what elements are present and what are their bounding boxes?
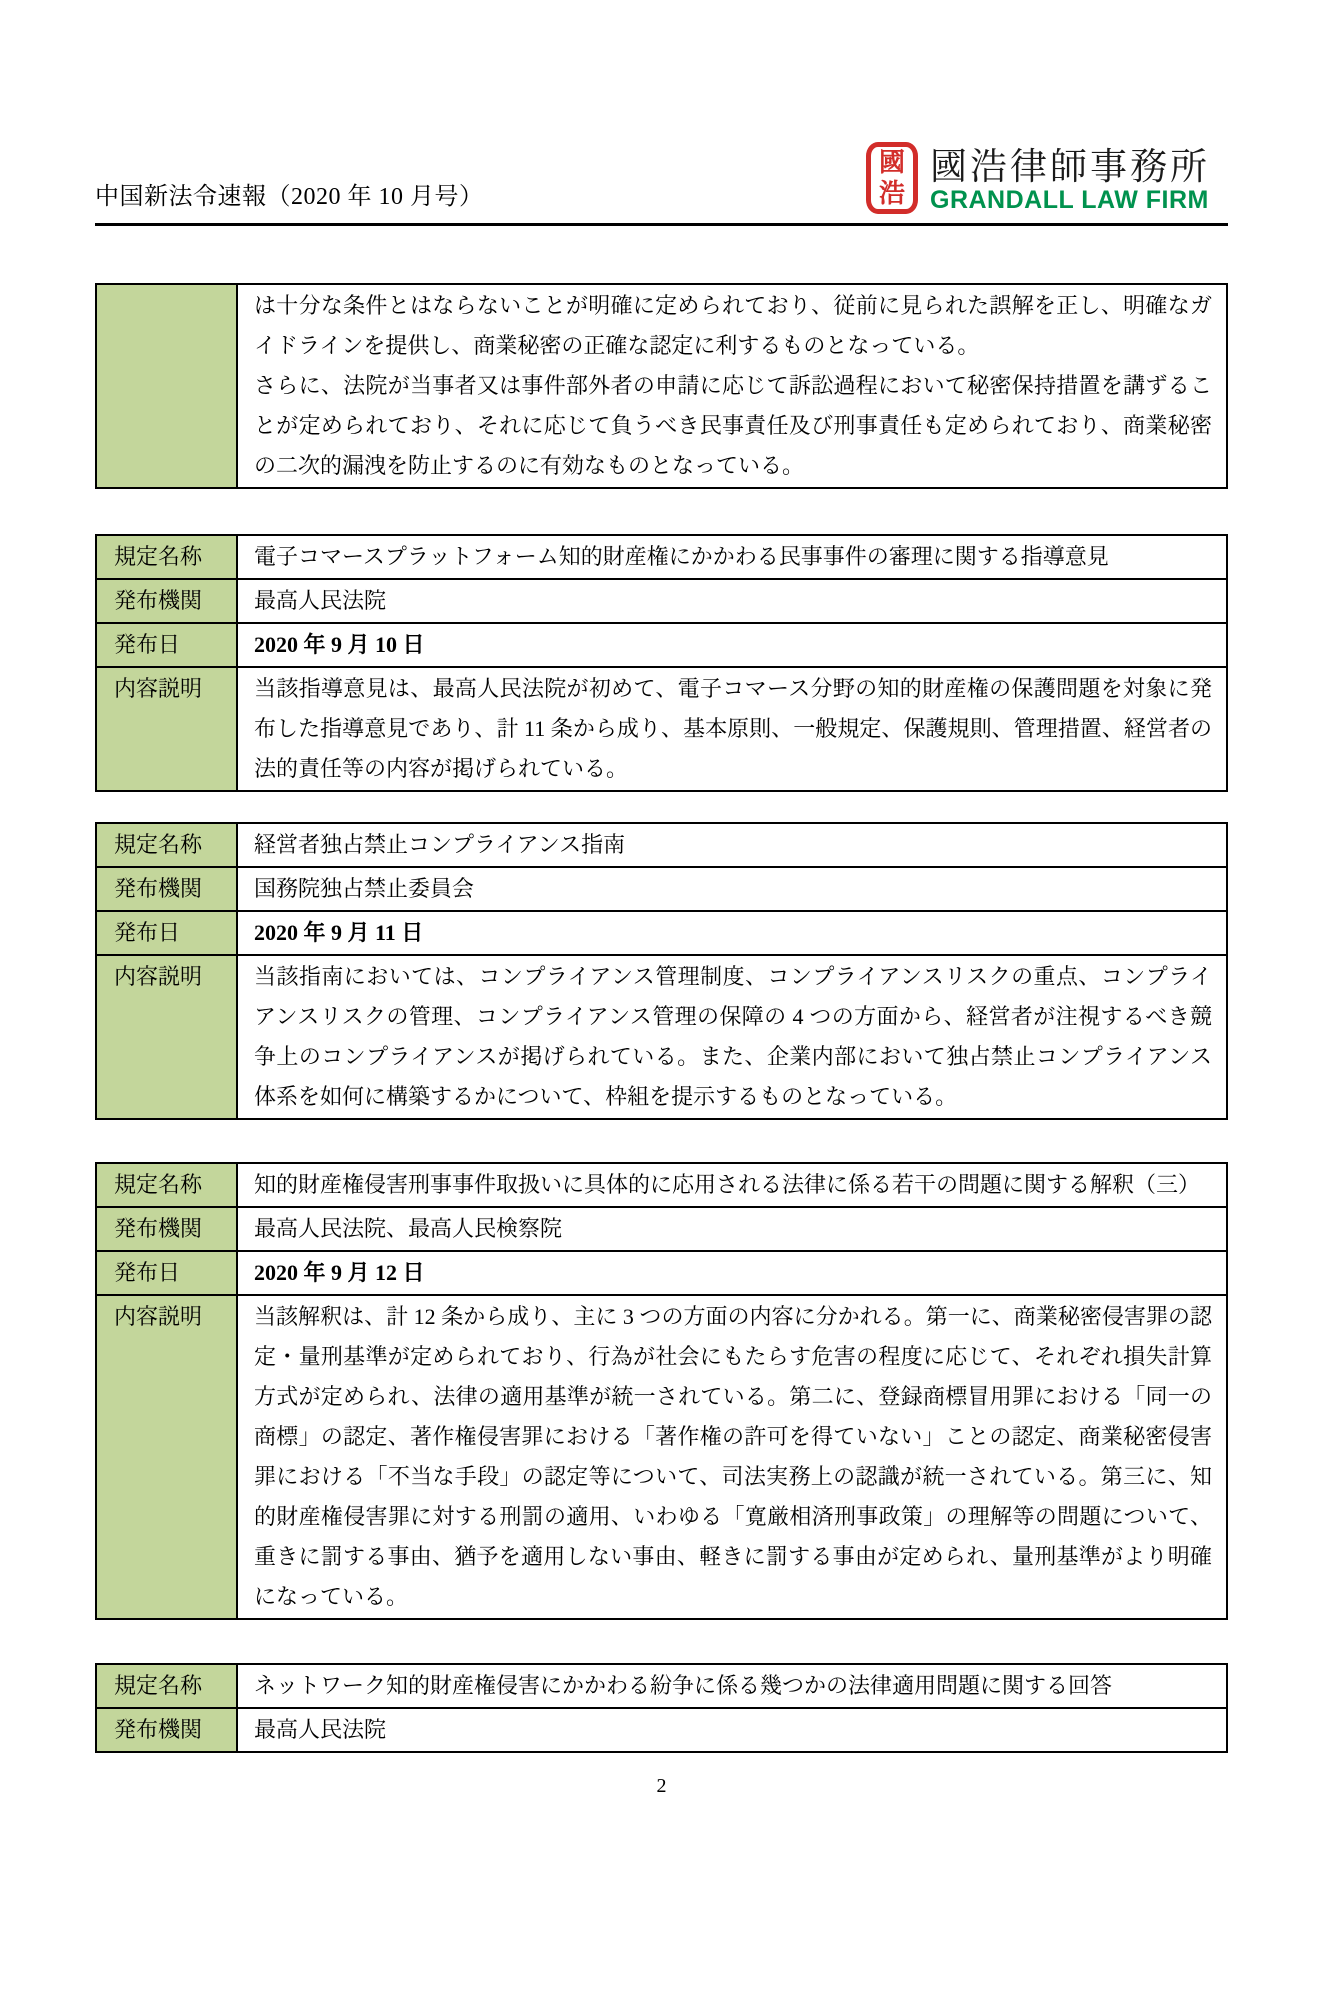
- issuing-authority-label: 発布機関: [96, 579, 237, 623]
- continuation-table: [95, 283, 1228, 489]
- table-row: [96, 823, 1227, 867]
- table-row: [96, 1664, 1227, 1708]
- regulation-table-2: [95, 822, 1228, 1120]
- table-row: [96, 911, 1227, 955]
- regulation-name-label: 規定名称: [96, 535, 237, 579]
- continuation-text-cell: [237, 284, 1227, 488]
- table-row: [96, 867, 1227, 911]
- issuing-authority-value: 最高人民法院、最高人民検察院: [237, 1207, 1227, 1251]
- seal-char-top: 國: [878, 147, 905, 178]
- description-label: 内容説明: [96, 667, 237, 791]
- issue-date-value: 2020 年 9 月 12 日: [237, 1251, 1227, 1295]
- table-row: [96, 535, 1227, 579]
- page-header: [95, 142, 1228, 214]
- table-row: [96, 955, 1227, 1119]
- table-row: [96, 623, 1227, 667]
- description-label: 内容説明: [96, 955, 237, 1119]
- empty-label-cell: [96, 284, 237, 488]
- issuing-authority-value: 最高人民法院: [237, 1708, 1227, 1752]
- firm-name-cjk: 國浩律師事務所: [930, 146, 1210, 187]
- issuing-authority-label: 発布機関: [96, 1708, 237, 1752]
- paragraph: は十分な条件とはならないことが明確に定められており、従前に見られた誤解を正し、明確なガイドラインを提供し、商業秘密の正確な認定に利するものとなっている。: [254, 293, 1212, 358]
- table-row: [96, 667, 1227, 791]
- issue-date-label: 発布日: [96, 1251, 237, 1295]
- page-number: 2: [656, 1775, 667, 1797]
- table-row: [96, 284, 1227, 488]
- grandall-seal-icon: [866, 142, 918, 214]
- regulation-name-label: 規定名称: [96, 1163, 237, 1207]
- grandall-logo: [866, 142, 1210, 214]
- description-value: 当該指南においては、コンプライアンス管理制度、コンプライアンスリスクの重点、コンプライアンスリスクの管理、コンプライアンス管理の保障の 4 つの方面から、経営者が注視するべき競争上のコンプライアンスが掲げられている。また、企業内部において独占禁止コンプライアンス体系を如何に構築するかについて、枠組を提示するものとなっている。: [237, 955, 1227, 1119]
- seal-char-bottom: 浩: [878, 178, 905, 209]
- issue-date-value: 2020 年 9 月 10 日: [237, 623, 1227, 667]
- table-row: [96, 1708, 1227, 1752]
- regulation-name-label: 規定名称: [96, 1664, 237, 1708]
- regulation-name-value: 電子コマースプラットフォーム知的財産権にかかわる民事事件の審理に関する指導意見: [237, 535, 1227, 579]
- regulation-table-4-partial: [95, 1663, 1228, 1753]
- regulation-name-value: 知的財産権侵害刑事事件取扱いに具体的に応用される法律に係る若干の問題に関する解釈（三）: [237, 1163, 1227, 1207]
- issuing-authority-label: 発布機関: [96, 1207, 237, 1251]
- issue-date-label: 発布日: [96, 623, 237, 667]
- regulation-table-3: [95, 1162, 1228, 1620]
- regulation-name-label: 規定名称: [96, 823, 237, 867]
- firm-name-en: GRANDALL LAW FIRM: [930, 186, 1209, 214]
- table-row: [96, 579, 1227, 623]
- description-value: 当該解釈は、計 12 条から成り、主に 3 つの方面の内容に分かれる。第一に、商業秘密侵害罪の認定・量刑基準が定められており、行為が社会にもたらす危害の程度に応じて、それぞれ損失計算方式が定められ、法律の適用基準が統一されている。第二に、登録商標冒用罪における「同一の商標」の認定、著作権侵害罪における「著作権の許可を得ていない」ことの認定、商業秘密侵害罪における「不当な手段」の認定等について、司法実務上の認識が統一されている。第三に、知的財産権侵害罪に対する刑罰の適用、いわゆる「寛厳相済刑事政策」の理解等の問題について、重きに罰する事由、猶予を適用しない事由、軽きに罰する事由が定められ、量刑基準がより明確になっている。: [237, 1295, 1227, 1619]
- regulation-name-value: ネットワーク知的財産権侵害にかかわる紛争に係る幾つかの法律適用問題に関する回答: [237, 1664, 1227, 1708]
- regulation-name-value: 経営者独占禁止コンプライアンス指南: [237, 823, 1227, 867]
- regulation-table-1: [95, 534, 1228, 792]
- newsletter-title: 中国新法令速報（2020 年 10 月号）: [95, 184, 484, 210]
- paragraph: さらに、法院が当事者又は事件部外者の申請に応じて訴訟過程において秘密保持措置を講ずることが定められており、それに応じて負うべき民事責任及び刑事責任も定められており、商業秘密の二次的漏洩を防止するのに有効なものとなっている。: [254, 373, 1212, 478]
- logo-names: [930, 142, 1210, 214]
- table-row: [96, 1251, 1227, 1295]
- issue-date-label: 発布日: [96, 911, 237, 955]
- issuing-authority-value: 最高人民法院: [237, 579, 1227, 623]
- table-row: [96, 1163, 1227, 1207]
- table-row: [96, 1207, 1227, 1251]
- issuing-authority-value: 国務院独占禁止委員会: [237, 867, 1227, 911]
- page-content: [95, 142, 1228, 1798]
- issue-date-value: 2020 年 9 月 11 日: [237, 911, 1227, 955]
- description-value: 当該指導意見は、最高人民法院が初めて、電子コマース分野の知的財産権の保護問題を対象に発布した指導意見であり、計 11 条から成り、基本原則、一般規定、保護規則、管理措置、経営者の法的責任等の内容が掲げられている。: [237, 667, 1227, 791]
- description-label: 内容説明: [96, 1295, 237, 1619]
- issuing-authority-label: 発布機関: [96, 867, 237, 911]
- table-row: [96, 1295, 1227, 1619]
- header-divider: [95, 223, 1228, 226]
